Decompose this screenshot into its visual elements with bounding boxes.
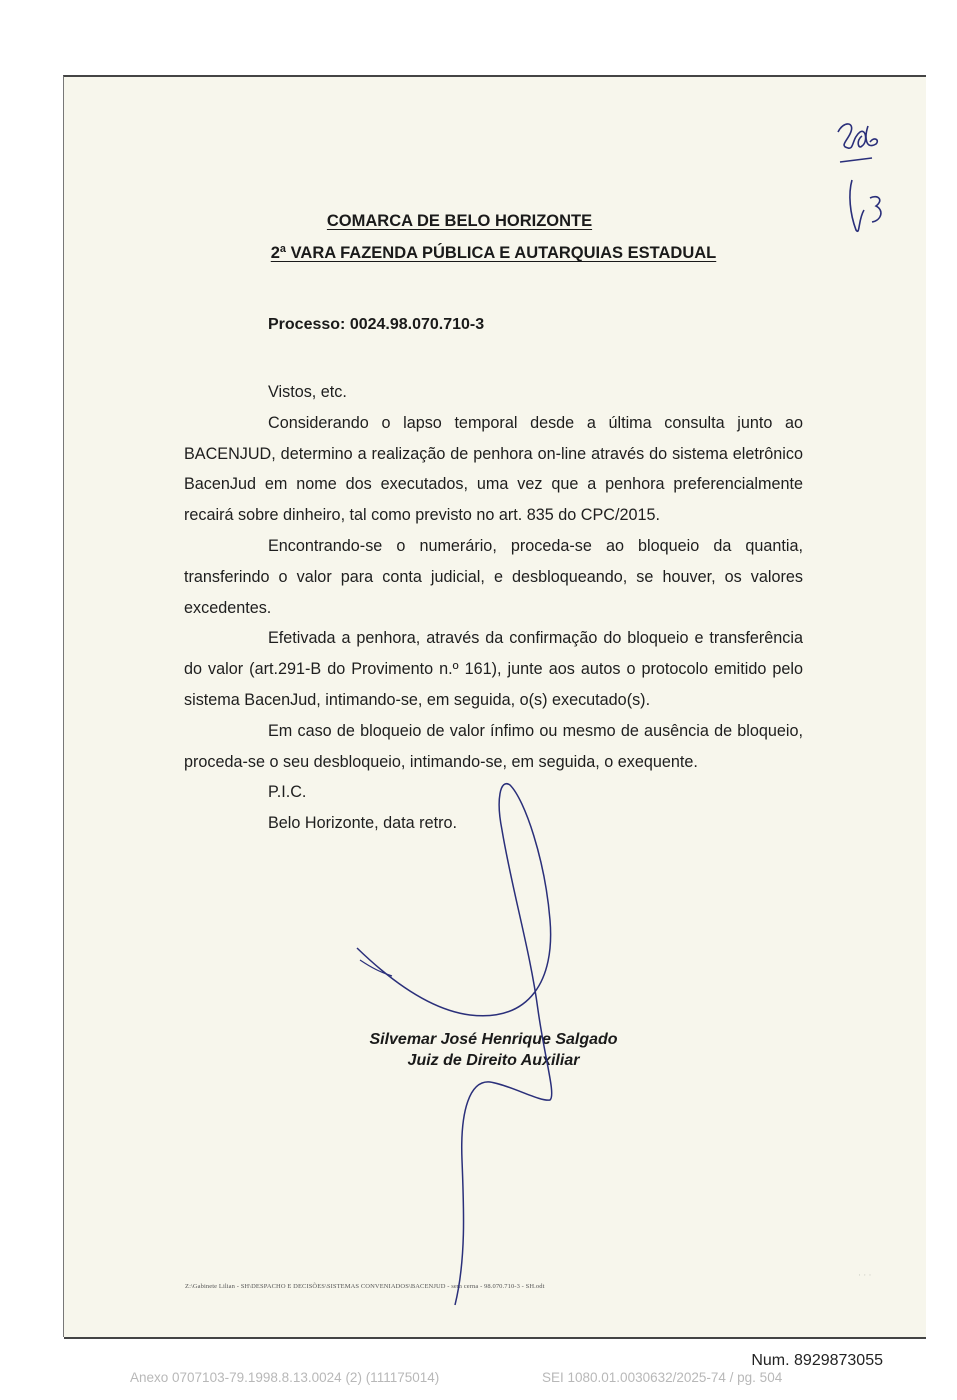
handwritten-page-number	[830, 110, 910, 250]
paragraph-encontrando: Encontrando-se o numerário, proceda-se ao bloqueio da quantia, transferindo o valor para conta judicial, e desbloqueando, se houver, os valores excedentes.	[184, 536, 803, 617]
document-num: Num. 8929873055	[751, 1352, 883, 1369]
sei-reference: SEI 1080.01.0030632/2025-74 / pg. 504	[542, 1370, 783, 1385]
paragraph-date: Belo Horizonte, data retro.	[268, 814, 457, 833]
faint-stamp: · · ·	[858, 1270, 872, 1280]
paragraph-pic: P.I.C.	[268, 783, 307, 802]
header-comarca: COMARCA DE BELO HORIZONTE	[326, 212, 593, 230]
paragraph-efetivada: Efetivada a penhora, através da confirmação do bloqueio e transferência do valor (art.291-B do Provimento n.º 161), junte aos autos o protocolo emitido pelo sistema BacenJud, intimando-se, em seguida, o(s) executado(s).	[184, 629, 803, 709]
annex-reference: Anexo 0707103-79.1998.8.13.0024 (2) (111175014)	[130, 1370, 440, 1385]
paragraph-vistos: Vistos, etc.	[268, 383, 347, 401]
judge-role: Juiz de Direito Auxiliar	[407, 1052, 580, 1069]
paragraph-em-caso: Em caso de bloqueio de valor ínfimo ou mesmo de ausência de bloqueio, proceda-se o seu desbloqueio, intimando-se, em seguida, o exequente.	[184, 721, 803, 771]
paragraph-considerando: Considerando o lapso temporal desde a última consulta junto ao BACENJUD, determino a realização de penhora on-line através do sistema eletrônico BacenJud em nome dos executados, uma vez que a penhora preferencialmente recairá sobre dinheiro, tal como previsto no art. 835 do CPC/2015.	[184, 413, 803, 525]
judge-name: Silvemar José Henrique Salgado	[369, 1031, 618, 1048]
decision-body	[184, 377, 803, 839]
process-number: Processo: 0024.98.070.710-3	[268, 316, 485, 333]
header-vara: 2ª VARA FAZENDA PÚBLICA E AUTARQUIAS ESTADUAL	[270, 244, 717, 262]
file-path-footer: Z:\Gabinete Lilian - SH\DESPACHO E DECISÕES\SISTEMAS CONVENIADOS\BACENJUD - sem cerna - 98.070.710-3 - SH.odt	[185, 1283, 545, 1290]
sheet-bottom-edge	[64, 1337, 926, 1339]
